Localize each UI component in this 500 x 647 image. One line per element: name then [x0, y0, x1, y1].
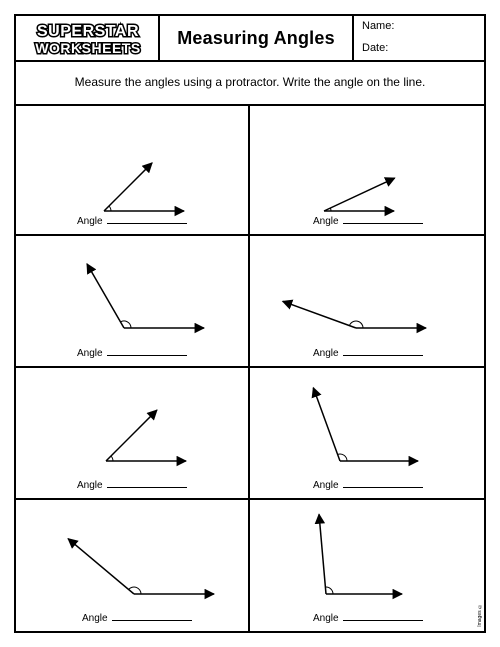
worksheet	[14, 14, 486, 633]
angle-problem-2	[250, 104, 484, 234]
angle-problem-3	[16, 236, 248, 366]
angle-label-text: Angle	[313, 480, 339, 491]
angle-label-text: Angle	[313, 216, 339, 227]
page-title: Measuring Angles	[177, 27, 335, 48]
title-cell	[158, 16, 354, 60]
answer-line[interactable]	[112, 612, 192, 621]
angle-answer-label	[77, 215, 187, 227]
angle-ray	[283, 301, 356, 328]
answer-line[interactable]	[107, 479, 187, 488]
image-credit: Images ©	[477, 603, 483, 627]
angle-problem-1	[16, 104, 248, 234]
logo-text-line1: SUPERSTAR	[37, 23, 139, 40]
angle-answer-label	[77, 479, 187, 491]
answer-line[interactable]	[107, 215, 187, 224]
angle-label-text: Angle	[313, 613, 339, 624]
answer-line[interactable]	[107, 347, 187, 356]
angle-label-text: Angle	[313, 348, 339, 359]
angle-label-text: Angle	[77, 216, 103, 227]
problem-grid	[16, 104, 484, 631]
angle-answer-label	[77, 347, 187, 359]
angle-answer-label	[313, 612, 423, 624]
angle-problem-5	[16, 368, 248, 498]
answer-line[interactable]	[343, 612, 423, 621]
date-field[interactable]: Date:	[362, 42, 389, 54]
instructions: Measure the angles using a protractor. Write the angle on the line.	[16, 60, 484, 106]
name-field[interactable]: Name:	[362, 20, 395, 32]
angle-ray	[106, 410, 157, 461]
angle-problem-4	[250, 236, 484, 366]
angle-ray	[319, 514, 326, 594]
angle-label-text: Angle	[82, 613, 108, 624]
angle-answer-label	[313, 479, 423, 491]
answer-line[interactable]	[343, 347, 423, 356]
answer-line[interactable]	[343, 479, 423, 488]
angle-ray	[87, 264, 124, 328]
angle-problem-7	[16, 500, 248, 631]
angle-answer-label	[313, 347, 423, 359]
answer-line[interactable]	[343, 215, 423, 224]
angle-problem-8	[250, 500, 484, 631]
angle-label-text: Angle	[77, 480, 103, 491]
logo-text-line2: WORKSHEETS	[35, 40, 141, 56]
superstar-worksheets-logo	[20, 20, 156, 56]
angle-problem-6	[250, 368, 484, 498]
angle-answer-label	[313, 215, 423, 227]
angle-label-text: Angle	[77, 348, 103, 359]
angle-ray	[68, 539, 134, 594]
angle-ray	[104, 163, 152, 211]
name-date-box	[354, 16, 484, 60]
angle-answer-label	[82, 612, 192, 624]
angle-ray	[324, 178, 395, 211]
angle-ray	[313, 388, 340, 461]
worksheet-header	[16, 16, 484, 62]
